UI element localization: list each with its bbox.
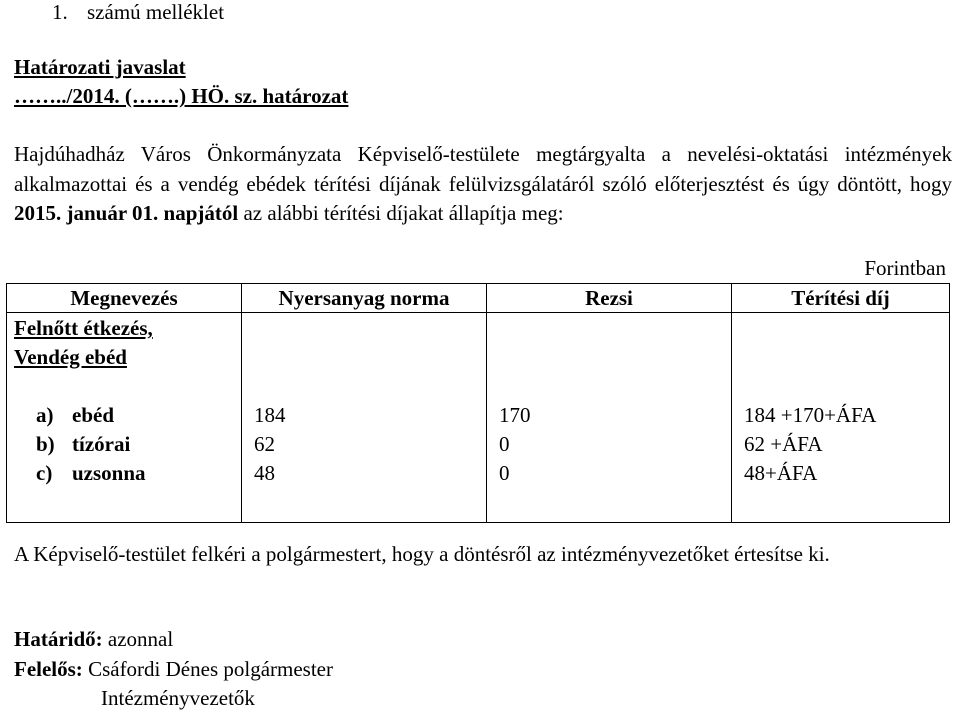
resolution-number: ……../2014. (…….) HÖ. sz. határozat xyxy=(14,84,349,108)
header-nyersanyag-norma: Nyersanyag norma xyxy=(242,284,487,313)
dij-value: 62 +ÁFA xyxy=(744,432,823,456)
intro-date: 2015. január 01. napjától xyxy=(14,201,239,225)
list-item: c) uzsonna xyxy=(36,461,146,485)
currency-note: Forintban xyxy=(864,256,946,280)
dij-value: 48+ÁFA xyxy=(744,461,818,485)
megnevezes-cell xyxy=(7,313,242,523)
deadline-value: azonnal xyxy=(102,627,174,651)
annex-heading xyxy=(52,0,224,24)
list-item: a) ebéd xyxy=(36,403,114,427)
teritesi-dij-cell xyxy=(732,313,950,523)
norma-value: 184 xyxy=(254,403,286,427)
deadline-line xyxy=(14,627,173,651)
annex-number: 1. xyxy=(52,0,68,24)
rezsi-cell xyxy=(487,313,732,523)
nyersanyag-norma-cell xyxy=(242,313,487,523)
norma-value: 48 xyxy=(254,461,275,485)
dij-value: 184 +170+ÁFA xyxy=(744,403,877,427)
responsible-value: Csáfordi Dénes polgármester xyxy=(82,657,333,681)
closing-paragraph: A Képviselő-testület felkéri a polgármestert, hogy a döntésről az intézményvezetőket értesítse ki. xyxy=(14,542,830,566)
header-teritesi-dij: Térítési díj xyxy=(732,284,950,313)
responsible-value-2: Intézményvezetők xyxy=(101,686,255,710)
annex-title: számú melléklet xyxy=(87,0,225,24)
group-line-1: Felnőtt étkezés, xyxy=(14,316,153,340)
fee-table xyxy=(6,283,950,523)
proposal-title: Határozati javaslat xyxy=(14,55,186,79)
table-header-row xyxy=(7,284,950,313)
responsible-label: Felelős: xyxy=(14,657,83,681)
intro-text-2: az alábbi térítési díjakat állapítja meg: xyxy=(238,201,564,225)
header-megnevezes: Megnevezés xyxy=(7,284,242,313)
header-rezsi: Rezsi xyxy=(487,284,732,313)
rezsi-value: 0 xyxy=(499,461,510,485)
intro-text-1: Hajdúhadház Város Önkormányzata Képviselő-testülete megtárgyalta a nevelési-oktatási intézmények alkalmazottai és a vendég ebédek térítési díjának felülvizsgálatáról szóló előterjesztést és úgy döntött, hogy xyxy=(14,142,952,196)
list-item: b) tízórai xyxy=(36,432,131,456)
norma-value: 62 xyxy=(254,432,275,456)
group-line-2: Vendég ebéd xyxy=(14,345,127,369)
rezsi-value: 170 xyxy=(499,403,531,427)
intro-paragraph xyxy=(14,140,952,229)
table-row xyxy=(7,313,950,523)
deadline-label: Határidő: xyxy=(14,627,103,651)
responsible-line xyxy=(14,657,333,681)
rezsi-value: 0 xyxy=(499,432,510,456)
